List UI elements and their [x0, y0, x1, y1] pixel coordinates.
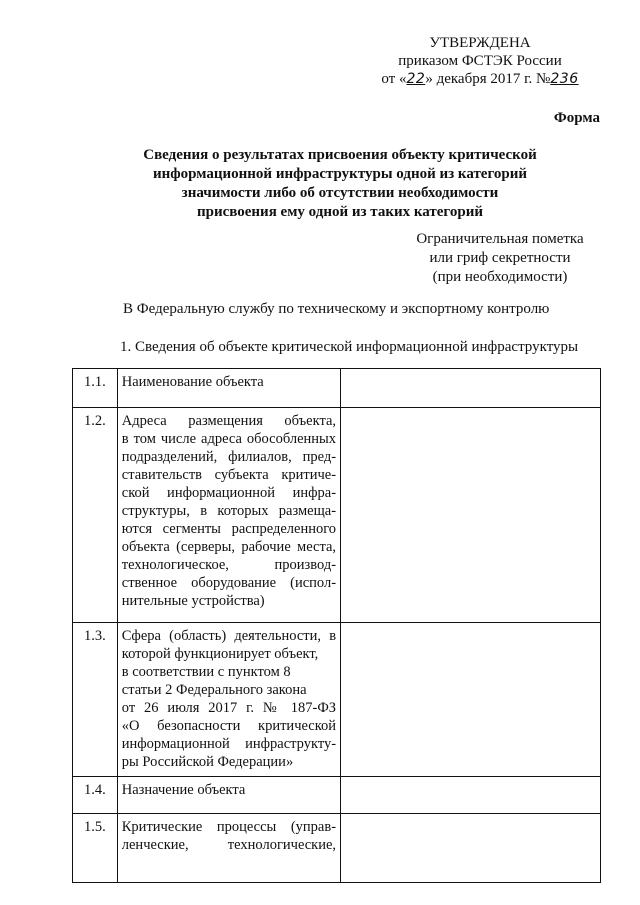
approval-status: УТВЕРЖДЕНА [429, 35, 531, 51]
label-line: ставительств субъекта критиче- [121, 467, 337, 483]
restriction-line: или гриф секретности [429, 250, 571, 266]
title-line: присвоения ему одной из таких категорий [196, 204, 484, 220]
row-number: 1.2. [73, 408, 118, 623]
row-value-cell[interactable] [341, 408, 601, 623]
row-number: 1.4. [73, 777, 118, 814]
date-prefix: от « [381, 71, 407, 87]
addressee: В Федеральную службу по техническому и экспортному контролю [123, 301, 550, 317]
restriction-line: Ограничительная пометка [416, 231, 584, 247]
row-label [117, 369, 340, 408]
row-label [117, 777, 340, 814]
date-middle: » декабря 2017 г. № [425, 71, 551, 87]
label-line: Сфера (область) деятельности, в [121, 628, 337, 644]
approval-order: приказом ФСТЭК России [398, 53, 562, 69]
row-label [117, 814, 340, 883]
object-info-table [72, 368, 601, 883]
restriction-line: (при необходимости) [432, 269, 568, 285]
label-line: ственное оборудование (испол- [121, 575, 337, 591]
restriction-mark [400, 230, 600, 287]
label-line: ры Российской Федерации» [121, 754, 294, 770]
label-line: Адреса размещения объекта, [121, 413, 337, 429]
table-row [73, 777, 601, 814]
label-line: ются сегменты распределенного [121, 521, 337, 537]
row-value-cell[interactable] [341, 814, 601, 883]
label-line: нительные устройства) [121, 593, 265, 609]
row-number: 1.3. [73, 623, 118, 777]
label-line: ленческие, технологические, [121, 837, 337, 853]
title-line: информационной инфраструктуры одной из категорий [152, 166, 528, 182]
label-line: в соответствии с пунктом 8 [121, 664, 291, 680]
label-line: структуры, в которых размеща- [121, 503, 337, 519]
label-line: объекта (серверы, рабочие места, [121, 539, 337, 555]
table-row [73, 623, 601, 777]
approval-date-line [360, 70, 600, 88]
label-line: информационной инфраструкту- [121, 736, 337, 752]
title-line: значимости либо об отсутствии необходимости [181, 185, 499, 201]
handwritten-number: 236 [550, 71, 579, 87]
table-row [73, 814, 601, 883]
row-number: 1.1. [73, 369, 118, 408]
label-line: Назначение объекта [121, 782, 246, 798]
label-line: в том числе адреса обособленных [121, 431, 337, 447]
label-line: которой функционирует объект, [121, 646, 319, 662]
label-line: статьи 2 Федерального закона [121, 682, 307, 698]
label-line: Критические процессы (управ- [121, 819, 337, 835]
title-line: Сведения о результатах присвоения объекту критической [143, 147, 537, 163]
label-line: ской информационной инфра- [121, 485, 337, 501]
row-value-cell[interactable] [341, 623, 601, 777]
label-line: от 26 июля 2017 г. № 187-ФЗ [121, 700, 337, 716]
row-value-cell[interactable] [341, 777, 601, 814]
approval-block [360, 34, 600, 88]
label-line: подразделений, филиалов, пред- [121, 449, 337, 465]
table-row [73, 408, 601, 623]
label-line: технологическое, производ- [121, 557, 337, 573]
form-label: Форма [553, 110, 600, 126]
label-line: Наименование объекта [121, 374, 264, 390]
row-label [117, 408, 340, 623]
handwritten-day: 22 [406, 71, 426, 87]
row-number: 1.5. [73, 814, 118, 883]
document-title [110, 146, 570, 222]
table-row [73, 369, 601, 408]
row-label [117, 623, 340, 777]
row-value-cell[interactable] [341, 369, 601, 408]
label-line: «О безопасности критической [121, 718, 337, 734]
section-title: 1. Сведения об объекте критической информационной инфраструктуры [120, 339, 579, 355]
